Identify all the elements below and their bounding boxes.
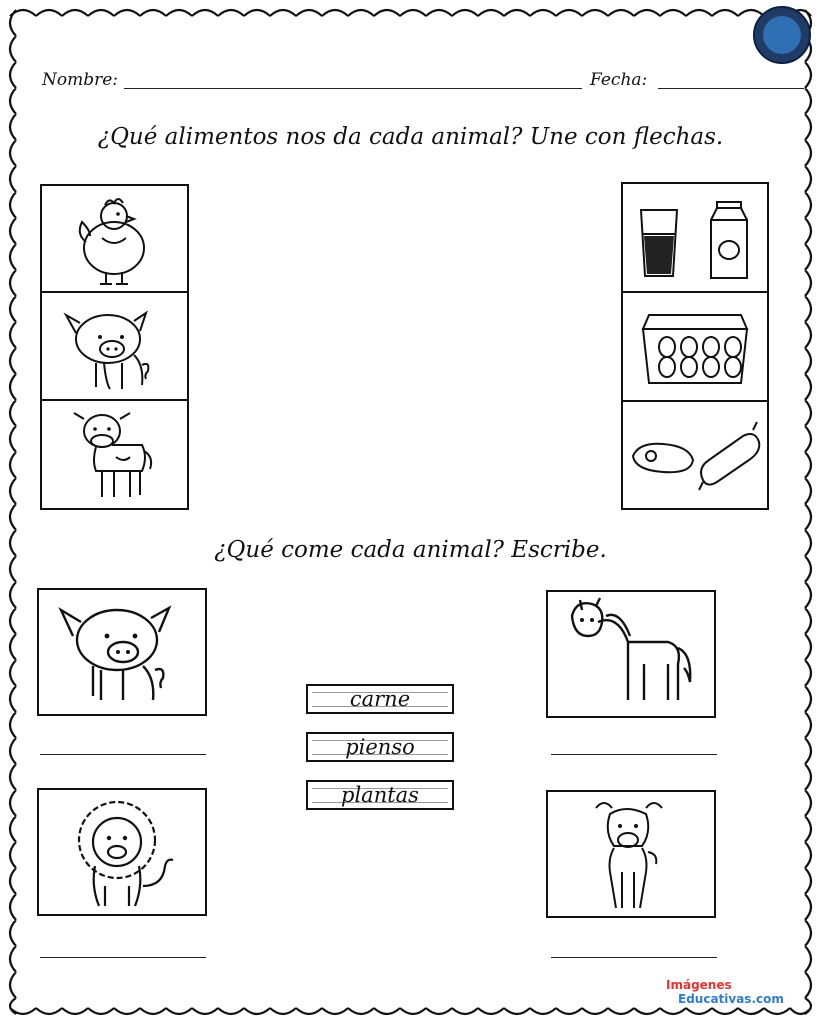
eggs-image <box>623 293 767 402</box>
animal-column <box>40 184 189 510</box>
fecha-field[interactable] <box>658 88 804 89</box>
section2-instruction: ¿Qué come cada animal? Escribe. <box>214 537 607 563</box>
horse-card <box>546 590 716 718</box>
word-box-carne <box>306 684 454 714</box>
goat-card <box>546 790 716 918</box>
lion-answer-line[interactable] <box>40 957 206 958</box>
goat-answer-line[interactable] <box>551 957 717 958</box>
cow-image <box>42 401 187 508</box>
meat-image <box>623 402 767 508</box>
horse-answer-line[interactable] <box>551 754 717 755</box>
chicken-image <box>42 186 187 293</box>
pencil-icon <box>763 16 801 54</box>
word-plantas: plantas <box>341 783 419 807</box>
fecha-label: Fecha: <box>590 70 648 90</box>
word-carne: carne <box>349 687 411 711</box>
nombre-field[interactable] <box>124 88 582 89</box>
nombre-label: Nombre: <box>42 70 119 90</box>
section1-instruction: ¿Qué alimentos nos da cada animal? Une con flechas. <box>97 124 724 150</box>
milk-image <box>623 184 767 293</box>
word-pienso: pienso <box>345 735 415 759</box>
lion-card <box>37 788 207 916</box>
footer-brand <box>666 978 784 1006</box>
word-box-plantas <box>306 780 454 810</box>
footer-brand-line2: Educativas.com <box>678 992 784 1006</box>
pig-card <box>37 588 207 716</box>
pig-image <box>42 293 187 401</box>
word-box-pienso <box>306 732 454 762</box>
pig-answer-line[interactable] <box>40 754 206 755</box>
footer-brand-line1: Imágenes <box>666 978 732 992</box>
food-column <box>621 182 769 510</box>
publisher-logo <box>753 6 811 64</box>
